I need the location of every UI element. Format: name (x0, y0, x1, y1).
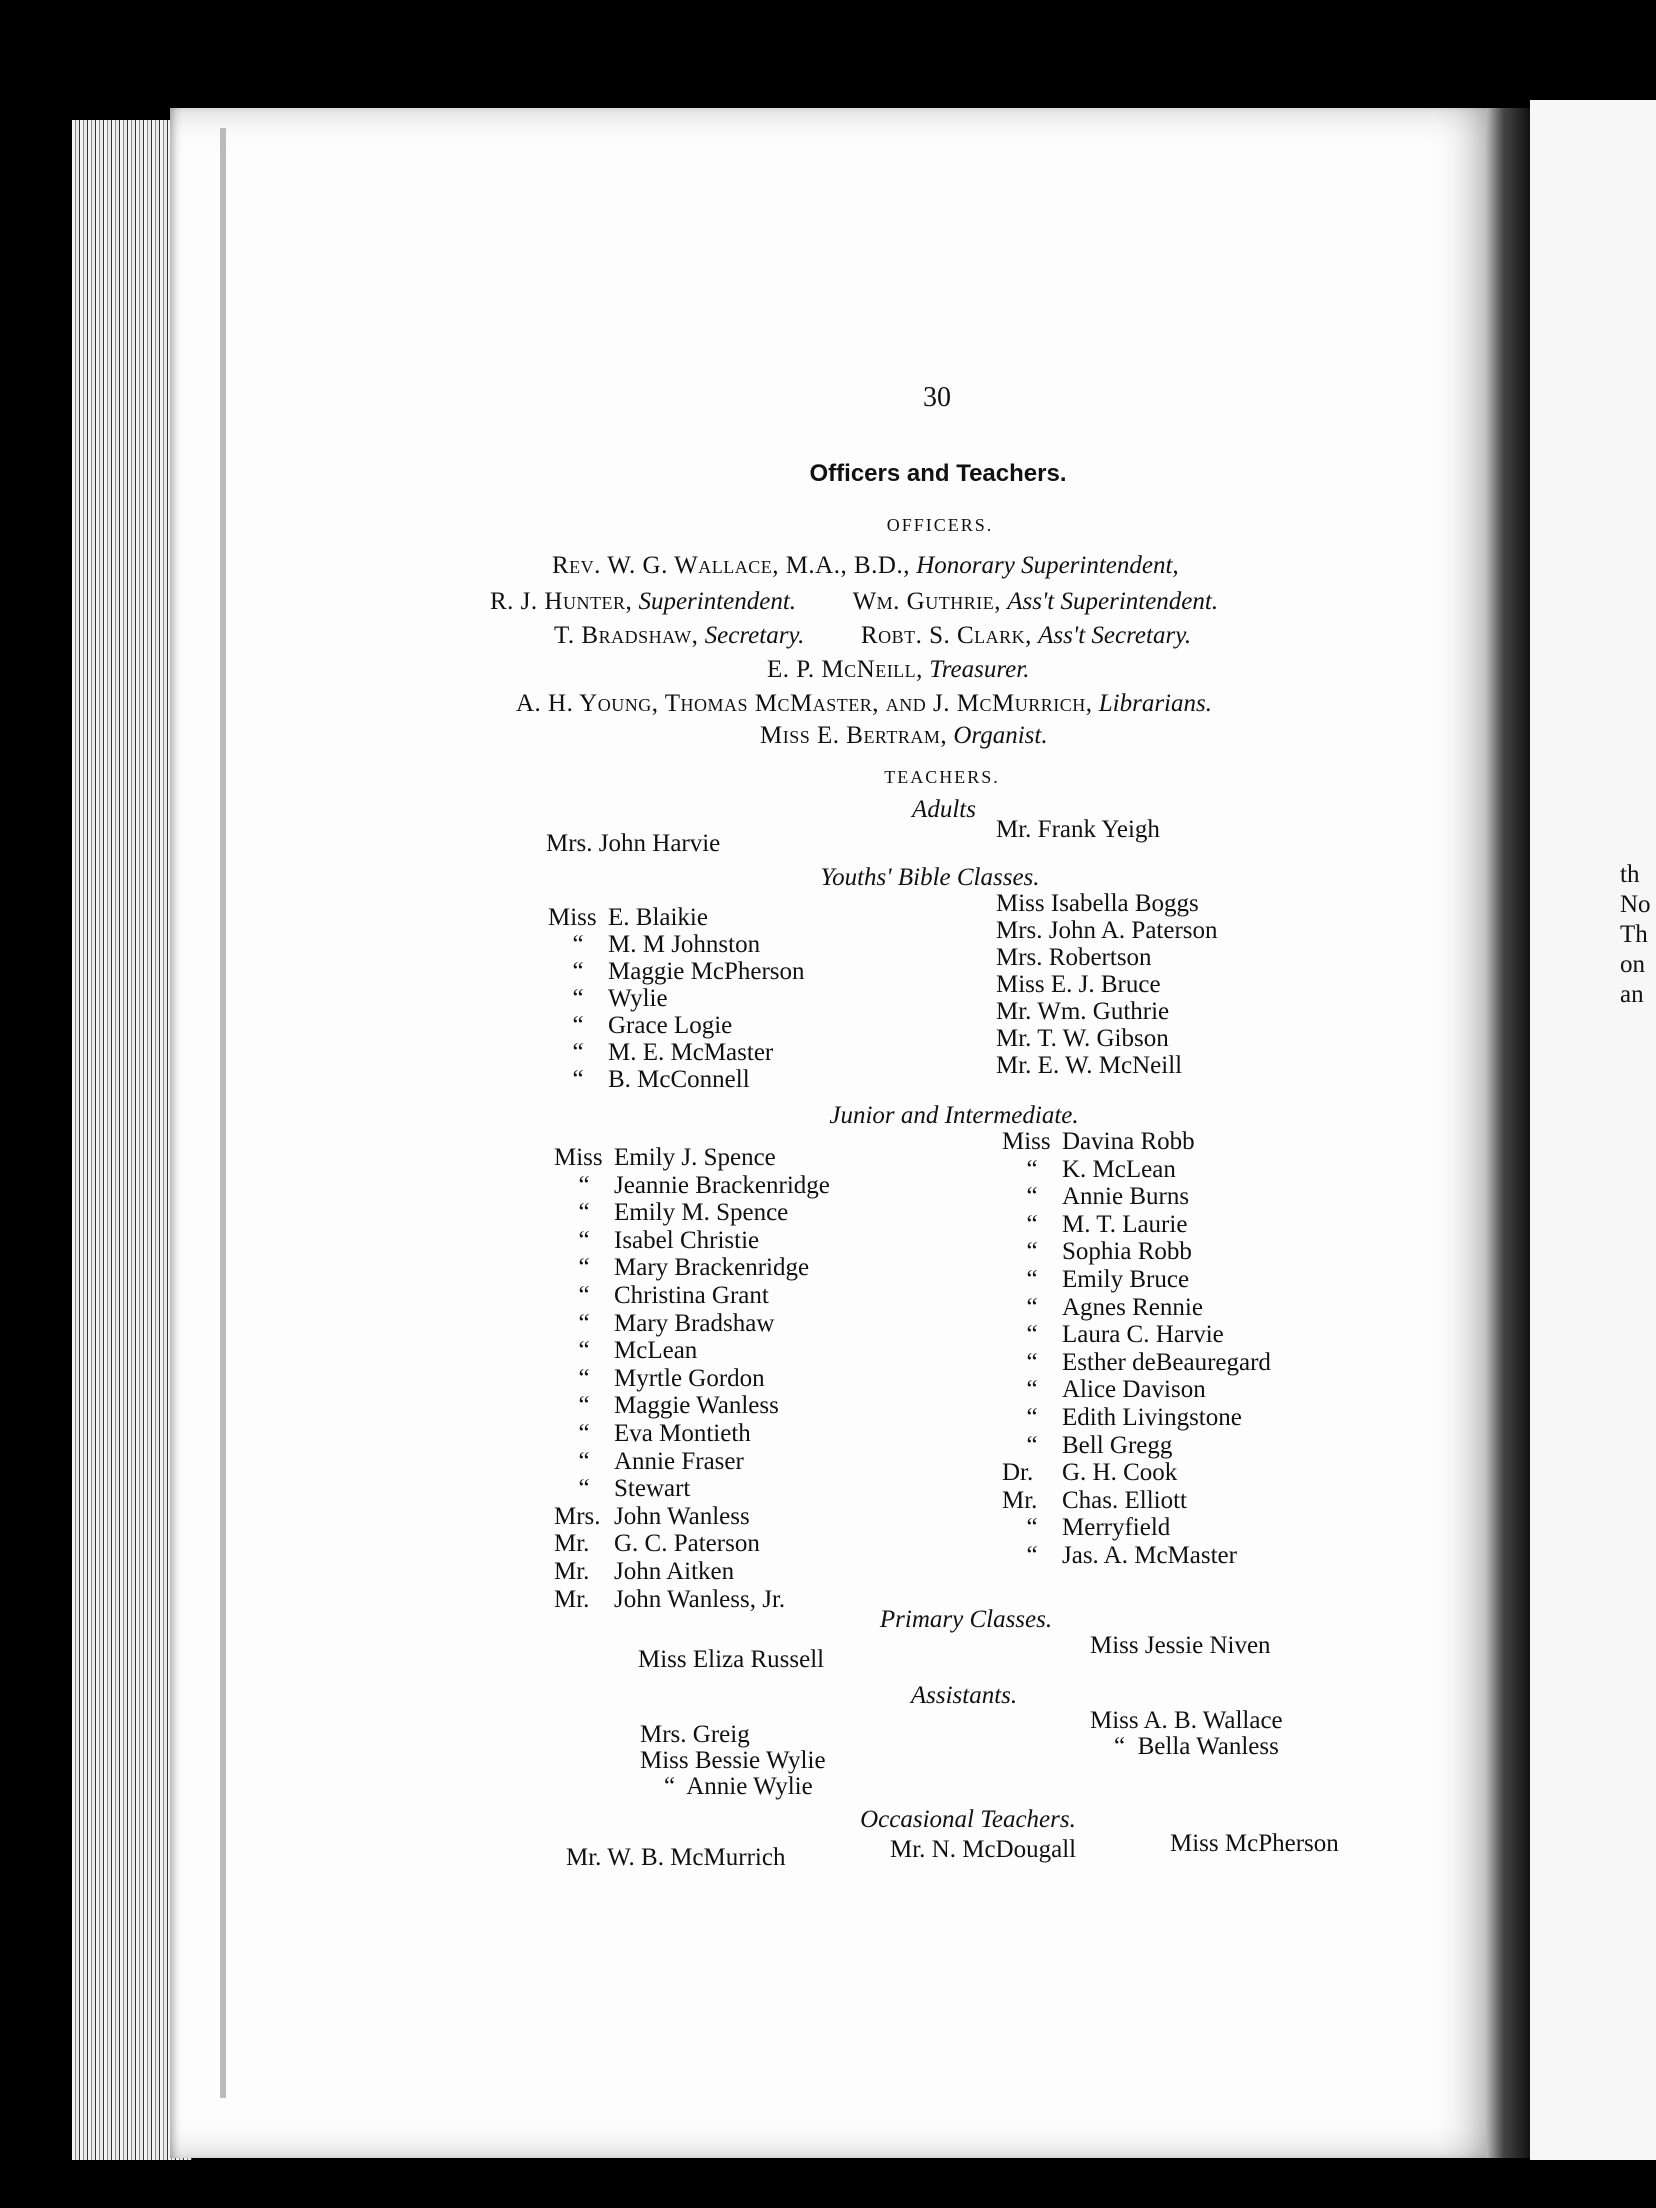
occasional-teacher: Mr. N. McDougall (890, 1836, 1077, 1863)
list-item: “ Isabel Christie (578, 1226, 760, 1254)
officer-role: Treasurer. (929, 656, 1030, 683)
officer-name: Wm. Guthrie, (852, 588, 1001, 615)
junior-heading: Junior and Intermediate. (829, 1102, 1079, 1129)
list-item: “ Bella Wanless (1114, 1733, 1279, 1760)
officer-name: R. J. Hunter, (490, 588, 633, 615)
officer-line-4 (767, 656, 1029, 683)
adults-teacher-left: Mrs. John Harvie (546, 830, 721, 857)
officer-line-1 (552, 552, 1179, 579)
page-number: 30 (923, 382, 951, 413)
facing-page (1530, 100, 1656, 2160)
list-item: “ M. E. McMaster (572, 1039, 774, 1066)
list-item: Miss Isabella Boggs (996, 890, 1199, 917)
list-item: “ Annie Burns (1026, 1183, 1190, 1211)
occasional-teacher: Mr. W. B. McMurrich (566, 1844, 786, 1871)
officer-name: E. P. McNeill, (767, 656, 923, 683)
occasional-heading: Occasional Teachers. (860, 1806, 1076, 1833)
officer-name: T. Bradshaw, (554, 622, 699, 649)
list-item: Mrs. Robertson (996, 944, 1152, 971)
list-item: “ Mary Brackenridge (578, 1254, 810, 1282)
list-item: “ Eva Montieth (578, 1419, 751, 1447)
officer-line-5 (516, 690, 1212, 717)
officer-name: Rev. W. G. Wallace, M.A., B.D., (552, 552, 910, 579)
officer-role: Secretary. (704, 622, 805, 649)
list-item: Mr. Chas. Elliott (1002, 1486, 1187, 1514)
list-item: Miss E. J. Bruce (996, 971, 1161, 998)
list-item: “ Maggie McPherson (572, 958, 805, 985)
list-item: “ Laura C. Harvie (1026, 1321, 1224, 1349)
list-item: Dr. G. H. Cook (1002, 1459, 1178, 1487)
officer-role: Organist. (953, 722, 1048, 749)
adults-teacher-right: Mr. Frank Yeigh (996, 816, 1160, 843)
list-item: “ Christina Grant (578, 1281, 769, 1309)
list-item: “ Annie Wylie (664, 1773, 813, 1800)
junior-left-column (554, 1144, 830, 1613)
list-item: Mr. E. W. McNeill (996, 1052, 1183, 1079)
list-item: “ Emily Bruce (1026, 1265, 1190, 1293)
junior-right-column (1002, 1128, 1271, 1570)
list-item: “ K. McLean (1026, 1155, 1176, 1183)
list-item: “ B. McConnell (572, 1066, 750, 1093)
officer-name: A. H. Young, Thomas McMaster, and J. McMurrich, (516, 690, 1093, 717)
adults-heading: Adults (912, 796, 976, 823)
list-item: “ Grace Logie (572, 1012, 733, 1039)
list-item: “ Annie Fraser (578, 1447, 744, 1475)
list-item: “ M. M Johnston (572, 931, 761, 958)
list-item: “ Esther deBeauregard (1026, 1348, 1271, 1376)
officer-role: Ass't Superintendent. (1007, 588, 1219, 615)
list-item: “ Alice Davison (1026, 1376, 1206, 1404)
list-item: “ Stewart (578, 1475, 691, 1503)
list-item: Mrs. John A. Paterson (996, 917, 1218, 944)
officer-role: Honorary Superintendent, (916, 552, 1179, 579)
youths-right-column (996, 890, 1218, 1079)
occasional-teacher: Miss McPherson (1170, 1830, 1339, 1857)
list-item: “ Jas. A. McMaster (1026, 1541, 1237, 1569)
officer-name: Robt. S. Clark, (860, 622, 1032, 649)
list-item: Mr. John Aitken (554, 1557, 735, 1585)
list-item: Miss A. B. Wallace (1090, 1707, 1283, 1734)
list-item: Mr. G. C. Paterson (554, 1530, 760, 1558)
list-item: Miss Emily J. Spence (554, 1144, 776, 1171)
list-item: Mrs. Greig (640, 1721, 750, 1748)
page-title: Officers and Teachers. (809, 460, 1067, 487)
assistants-left-column (640, 1722, 826, 1800)
list-item: Miss E. Blaikie (548, 904, 708, 931)
officer-line-3 (554, 622, 1191, 649)
list-item: Mr. John Wanless, Jr. (554, 1585, 786, 1613)
primary-teacher-left: Miss Eliza Russell (638, 1646, 825, 1673)
page-edge-line (220, 128, 226, 2098)
list-item: “ Sophia Robb (1026, 1238, 1192, 1266)
officer-name: Miss E. Bertram, (760, 722, 948, 749)
list-item: “ Edith Livingstone (1026, 1403, 1242, 1431)
list-item: “ Bell Gregg (1026, 1431, 1173, 1459)
list-item: “ Mary Bradshaw (578, 1309, 775, 1337)
list-item: “ Myrtle Gordon (578, 1364, 765, 1392)
officer-line-6 (760, 722, 1048, 749)
list-item: “ Maggie Wanless (578, 1392, 779, 1420)
officer-role: Ass't Secretary. (1038, 622, 1192, 649)
list-item: “ Agnes Rennie (1026, 1293, 1203, 1321)
officer-role: Superintendent. (638, 588, 797, 615)
list-item: “ Merryfield (1026, 1514, 1171, 1542)
list-item: Mr. T. W. Gibson (996, 1025, 1169, 1052)
officers-heading: OFFICERS. (886, 515, 994, 535)
list-item: “ Wylie (572, 985, 668, 1012)
list-item: “ McLean (578, 1337, 698, 1365)
officer-role: Librarians. (1098, 690, 1212, 717)
facing-page-text: th No Th on an (1620, 861, 1651, 1008)
list-item: Miss Davina Robb (1002, 1128, 1195, 1155)
primary-teacher-right: Miss Jessie Niven (1090, 1632, 1271, 1659)
book-gutter (1486, 108, 1530, 2158)
youths-left-column (548, 904, 805, 1093)
list-item: Miss Bessie Wylie (640, 1747, 826, 1774)
youths-heading: Youths' Bible Classes. (820, 864, 1040, 891)
list-item: “ Jeannie Brackenridge (578, 1171, 830, 1199)
officer-line-2 (490, 588, 1218, 615)
primary-heading: Primary Classes. (879, 1606, 1053, 1633)
assistants-right-column (1090, 1708, 1283, 1760)
list-item: Mr. Wm. Guthrie (996, 998, 1170, 1025)
list-item: “ Emily M. Spence (578, 1199, 789, 1227)
list-item: “ M. T. Laurie (1026, 1210, 1188, 1238)
assistants-heading: Assistants. (910, 1682, 1018, 1709)
teachers-heading: TEACHERS. (884, 767, 1000, 787)
list-item: Mrs. John Wanless (554, 1502, 750, 1530)
